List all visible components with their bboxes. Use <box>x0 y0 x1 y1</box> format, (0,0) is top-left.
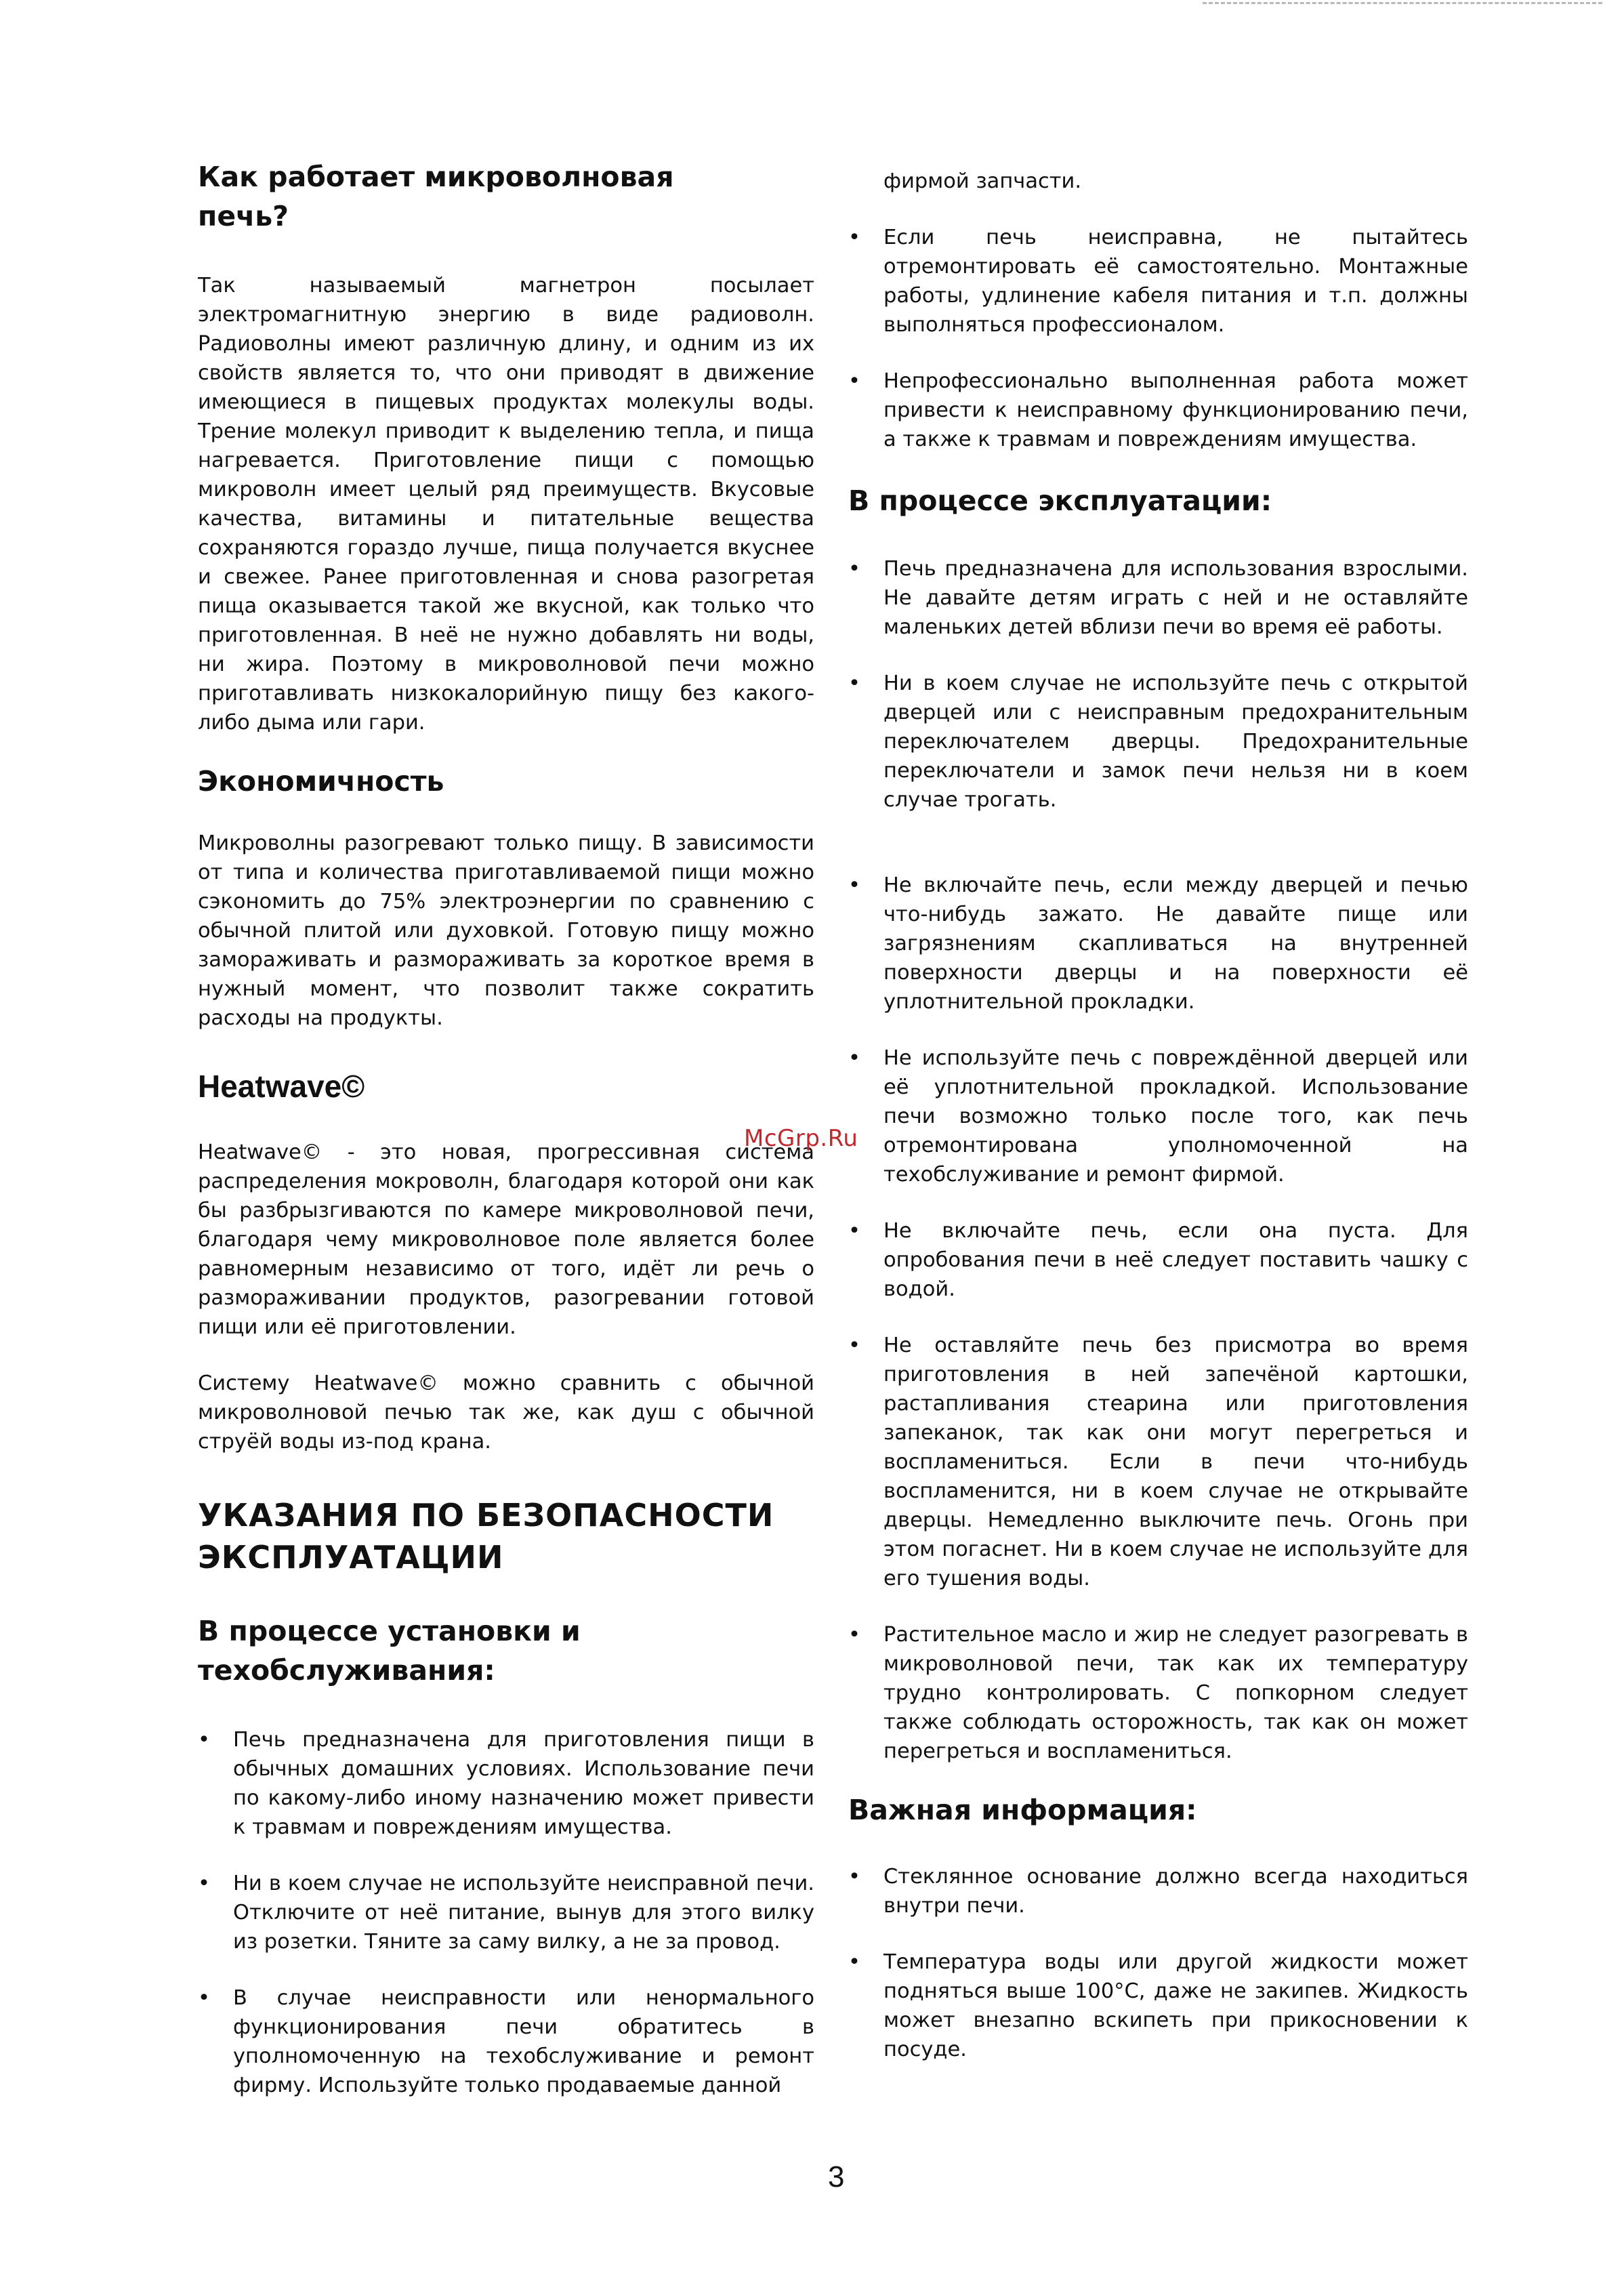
heading-operation: В процессе эксплуатации: <box>848 485 1272 517</box>
paragraph-heatwave-2: Систему Heatwave© можно сравнить с обычной микроволновой печью так же, как душ с обычной струёй воды из-под крана. <box>198 1371 814 1454</box>
paragraph-how-it-works: Так называемый магнетрон посылает электромагнитную энергию в виде радиоволн. Радиоволны имеют различную длину, и одним из их свойств является то, что они приводят в движение имеющиеся в пищевых продуктах молекулы воды. Трение молекул приводит к выделению тепла, и пища нагревается. Приготовление пищи с помощью микроволн имеет целый ряд преимуществ. Вкусовые качества, витамины и питательные вещества сохраняются гораздо лучше, пища получается вкуснее и свежее. Ранее приготовленная и снова разогретая пища оказывается такой же вкусной, как только что приготовленная. В неё не нужно добавлять ни воды, ни жира. Поэтому в микроволновой печи можно приготавливать низкокалорийную пищу без какого-либо дыма или гари. <box>198 274 814 735</box>
page-number: 3 <box>828 2160 845 2194</box>
watermark-text: McGrp.Ru <box>744 1125 858 1152</box>
list-item: • В случае неисправности или ненормального функционирования печи обратитесь в уполномоченную на техобслуживание и ремонт фирму. Используйте только продаваемые данной <box>198 1983 814 2100</box>
heading-heatwave: Heatwave© <box>198 1068 365 1104</box>
list-item: • Ни в коем случае не используйте печь с открытой дверцей или с неисправным предохранительным переключателем дверцы. Предохранительные переключатели и замок печи нельзя ни в коем случае трогать. <box>848 669 1468 815</box>
list-item: • Растительное масло и жир не следует разогревать в микроволновой печи, так как их температуру трудно контролировать. С попкорном следует также соблюдать осторожность, так как он может перегреться и воспламениться. <box>848 1620 1468 1766</box>
list-item: • Не оставляйте печь без присмотра во время приготовления в ней запечёной картошки, растапливания стеарина или приготовления запеканок, так как они могут перегреться и воспламениться. Если в печи что-нибудь воспламенится, ни в коем случае не открывайте дверцы. Немедленно выключите печь. Огонь при этом погаснет. Ни в коем случае не используйте для его тушения воды. <box>848 1331 1468 1593</box>
paragraph-economy: Микроволны разогревают только пищу. В зависимости от типа и количества приготавливаемой пищи можно сэкономить до 75% электроэнергии по сравнению с обычной плитой или духовкой. Готовую пищу можно замораживать и размораживать за короткое время в нужный момент, что позволит также сократить расходы на продукты. <box>198 831 814 1030</box>
operation-list <box>848 554 1468 1766</box>
installation-list-continued <box>848 223 1468 454</box>
heading-installation: В процессе установки и техобслуживания: <box>198 1614 581 1687</box>
list-item: • Не включайте печь, если между дверцей и печью что-нибудь зажато. Не давайте пище или загрязнениям скапливаться на внутренней поверхности дверцы и на поверхности её уплотнительной прокладки. <box>848 871 1468 1016</box>
important-list <box>848 1862 1468 2064</box>
heading-important: Важная информация: <box>848 1794 1197 1827</box>
heading-how-it-works: Как работает микроволновая печь? <box>198 161 674 233</box>
right-column <box>848 157 1468 2064</box>
continuation-text: фирмой запчасти. <box>883 169 1082 193</box>
list-item: • Температура воды или другой жидкости может подняться выше 100°С, даже не закипев. Жидкость может внезапно вскипеть при прикосновении к посуде. <box>848 1948 1468 2064</box>
heading-economy: Экономичность <box>198 765 444 798</box>
list-item: • Печь предназначена для приготовления пищи в обычных домашних условиях. Использование печи по какому-либо иному назначению может привести к травмам и повреждениям имущества. <box>198 1725 814 1842</box>
list-item: • Печь предназначена для использования взрослыми. Не давайте детям играть с ней и не оставляйте маленьких детей вблизи печи во время её работы. <box>848 554 1468 642</box>
installation-list <box>198 1725 814 2100</box>
top-dashed-rule <box>1203 2 1602 4</box>
paragraph-heatwave-1: Heatwave© - это новая, прогрессивная система распределения мокроволн, благодаря которой они как бы разбрызгиваются по камере микроволновой печи, благодаря чему микроволновое поле является более равномерным независимо от того, идёт ли речь о размораживании продуктов, разогревании готовой пищи или её приготовлении. <box>198 1140 814 1339</box>
list-item: • Непрофессионально выполненная работа может привести к неисправному функционированию печи, а также к травмам и повреждениям имущества. <box>848 367 1468 454</box>
list-item: • Не используйте печь с повреждённой дверцей или её уплотнительной прокладкой. Использование печи возможно только после того, как печь отремонтирована уполномоченной на техобслуживание и ремонт фирмой. <box>848 1044 1468 1189</box>
heading-safety: УКАЗАНИЯ ПО БЕЗОПАСНОСТИ ЭКСПЛУАТАЦИИ <box>198 1496 774 1576</box>
list-item: • Если печь неисправна, не пытайтесь отремонтировать её самостоятельно. Монтажные работы, удлинение кабеля питания и т.п. должны выполняться профессионалом. <box>848 223 1468 339</box>
list-item: • Не включайте печь, если она пуста. Для опробования печи в неё следует поставить чашку с водой. <box>848 1216 1468 1304</box>
left-column <box>198 157 814 2100</box>
list-item: • Ни в коем случае не используйте неисправной печи. Отключите от неё питание, вынув для этого вилку из розетки. Тяните за саму вилку, а не за провод. <box>198 1869 814 1956</box>
list-item: • Стеклянное основание должно всегда находиться внутри печи. <box>848 1862 1468 1920</box>
